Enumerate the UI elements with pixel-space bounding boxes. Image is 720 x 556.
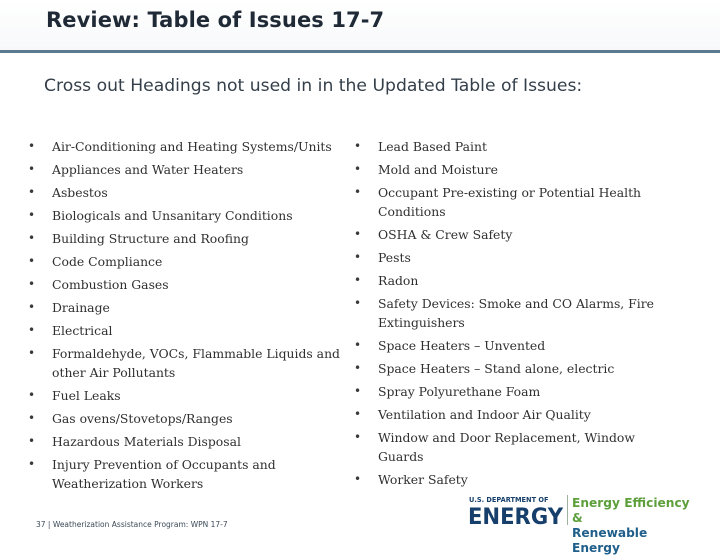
issue-item: • Window and Door Replacement, Window Guards — [378, 428, 678, 466]
issue-item: • Pests — [378, 248, 678, 267]
issue-item: • Code Compliance — [52, 252, 352, 271]
issue-item: • Lead Based Paint — [378, 137, 678, 156]
header-divider — [0, 50, 720, 53]
issue-item: • Gas ovens/Stovetops/Ranges — [52, 409, 352, 428]
issue-item: • Worker Safety — [378, 470, 678, 489]
issues-list-right — [378, 137, 678, 493]
issue-item: • Hazardous Materials Disposal — [52, 432, 352, 451]
eere-logo — [572, 496, 692, 556]
issue-item: • Asbestos — [52, 183, 352, 202]
issue-item: • Injury Prevention of Occupants and Weatherization Workers — [52, 455, 352, 493]
doe-logo-small-text: U.S. DEPARTMENT OF — [469, 496, 549, 504]
instruction-text: Cross out Headings not used in in the Updated Table of Issues: — [44, 76, 583, 96]
issue-item: • Biologicals and Unsanitary Conditions — [52, 206, 352, 225]
issue-item: • Building Structure and Roofing — [52, 229, 352, 248]
issue-item: • Safety Devices: Smoke and CO Alarms, Fire Extinguishers — [378, 294, 678, 332]
issue-item: • Fuel Leaks — [52, 386, 352, 405]
issue-item: • Combustion Gases — [52, 275, 352, 294]
eere-line-1: Energy Efficiency & — [572, 496, 690, 525]
issue-item: • OSHA & Crew Safety — [378, 225, 678, 244]
footer-text: 37 | Weatherization Assistance Program: WPN 17-7 — [36, 520, 228, 529]
slide-header — [0, 0, 720, 52]
issue-item: • Mold and Moisture — [378, 160, 678, 179]
issue-item: • Appliances and Water Heaters — [52, 160, 352, 179]
doe-logo-big-text: ENERGY — [468, 505, 565, 526]
issues-list-left — [52, 137, 352, 497]
eere-line-2: Renewable Energy — [572, 526, 648, 555]
issue-item: • Spray Polyurethane Foam — [378, 382, 678, 401]
issue-item: • Electrical — [52, 321, 352, 340]
issue-item: • Ventilation and Indoor Air Quality — [378, 405, 678, 424]
issue-item: • Air-Conditioning and Heating Systems/Units — [52, 137, 352, 156]
issue-item: • Drainage — [52, 298, 352, 317]
slide-title: Review: Table of Issues 17-7 — [46, 8, 385, 32]
issue-item: • Occupant Pre-existing or Potential Health Conditions — [378, 183, 678, 221]
issue-item: • Space Heaters – Stand alone, electric — [378, 359, 678, 378]
issue-item: • Radon — [378, 271, 678, 290]
doe-logo — [467, 494, 565, 526]
issue-item: • Formaldehyde, VOCs, Flammable Liquids and other Air Pollutants — [52, 344, 352, 382]
issue-item: • Space Heaters – Unvented — [378, 336, 678, 355]
logo-divider — [567, 495, 568, 525]
